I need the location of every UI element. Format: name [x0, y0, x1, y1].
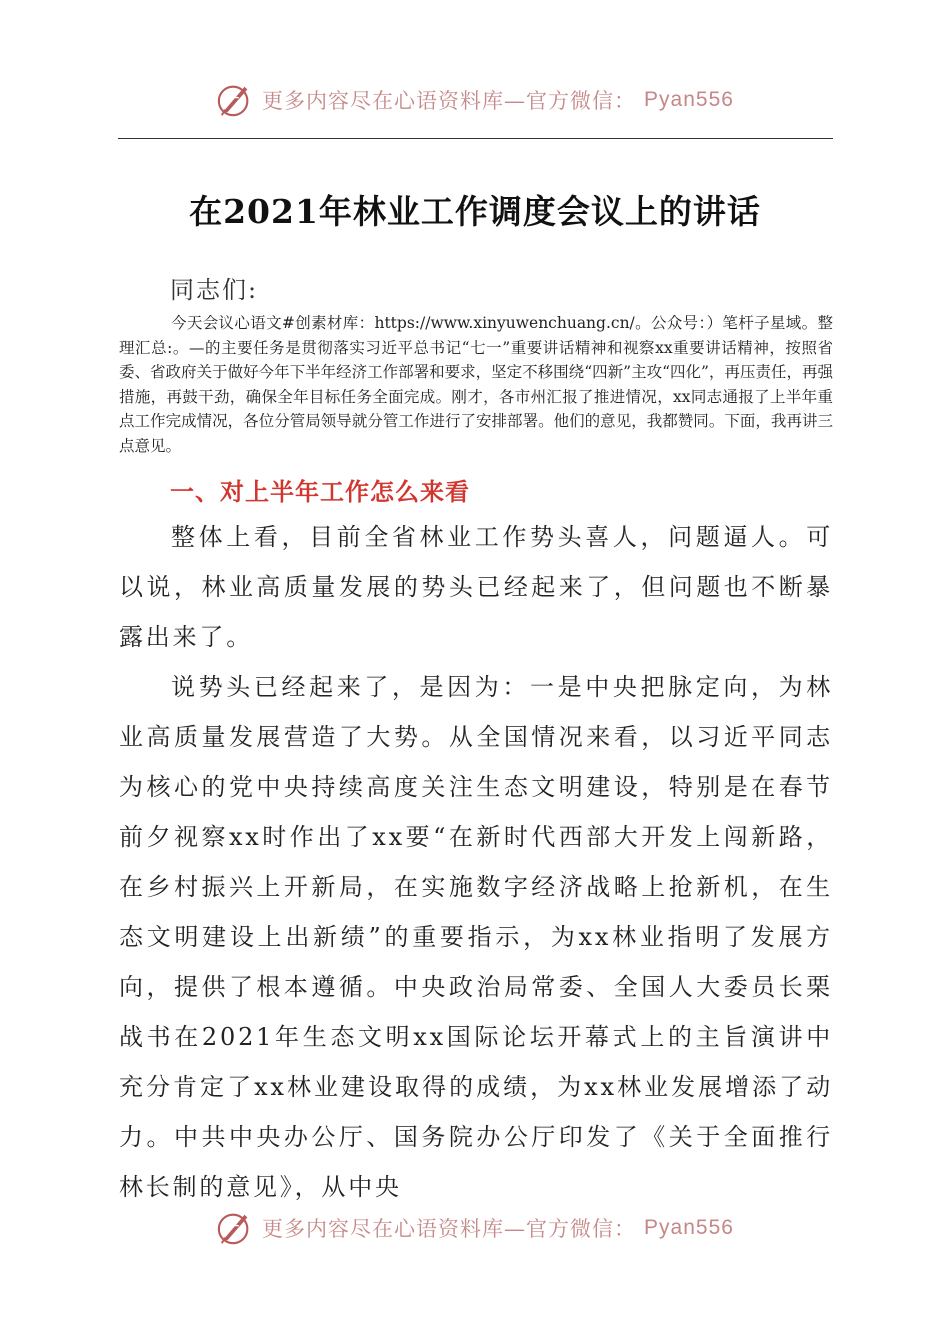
body-paragraph: 说势头已经起来了，是因为：一是中央把脉定向，为林业高质量发展营造了大势。从全国情况来看，以习近平同志为核心的党中央持续高度关注生态文明建设，特别是在春节前夕视察xx时作出了xx要“在新时代西部大开发上闯新路，在乡村振兴上开新局，在实施数字经济战略上抢新机，在生态文明建设上出新绩”的重要指示，为xx林业指明了发展方向，提供了根本遵循。中央政治局常委、全国人大委员长栗战书在2021年生态文明xx国际论坛开幕式上的主旨演讲中充分肯定了xx林业建设取得的成绩，为xx林业发展增添了动力。中共中央办公厅、国务院办公厅印发了《关于全面推行林长制的意见》，从中央: [119, 673, 833, 1201]
banner-text: 更多内容尽在心语资料库—官方微信：: [262, 89, 637, 113]
document-title: 在2021年林业工作调度会议上的讲话: [189, 192, 761, 231]
header-divider: [118, 138, 833, 139]
footer-banner: [0, 1206, 950, 1250]
quill-logo-icon: [216, 81, 254, 119]
section-heading-1: 一、对上半年工作怎么来看: [170, 477, 470, 506]
body-paragraph: 整体上看，目前全省林业工作势头喜人，问题逼人。可以说，林业高质量发展的势头已经起来了，但问题也不断暴露出来了。: [119, 523, 833, 651]
banner-wechat-id: Pyan556: [644, 88, 734, 111]
header-banner: [0, 78, 950, 122]
salutation: 同志们:: [170, 276, 259, 304]
banner-wechat-id: Pyan556: [644, 1216, 734, 1239]
banner-text: 更多内容尽在心语资料库—官方微信：: [262, 1217, 637, 1241]
intro-paragraph: 今天会议心语文#创素材库：https://www.xinyuwenchuang.cn/。公众号：）笔杆子星域。整理汇总:。—的主要任务是贯彻落实习近平总书记“七一”重要讲话精神和视察xx重要讲话精神，按照省委、省政府关于做好今年下半年经济工作部署和要求，坚定不移围绕“四新”主攻“四化”，再压责任，再强措施，再鼓干劲，确保全年目标任务全面完成。刚才，各市州汇报了推进情况，xx同志通报了上半年重点工作完成情况，各位分管局领导就分管工作进行了安排部署。他们的意见，我都赞同。下面，我再讲三点意见。: [119, 314, 833, 455]
quill-logo-icon: [216, 1209, 254, 1247]
